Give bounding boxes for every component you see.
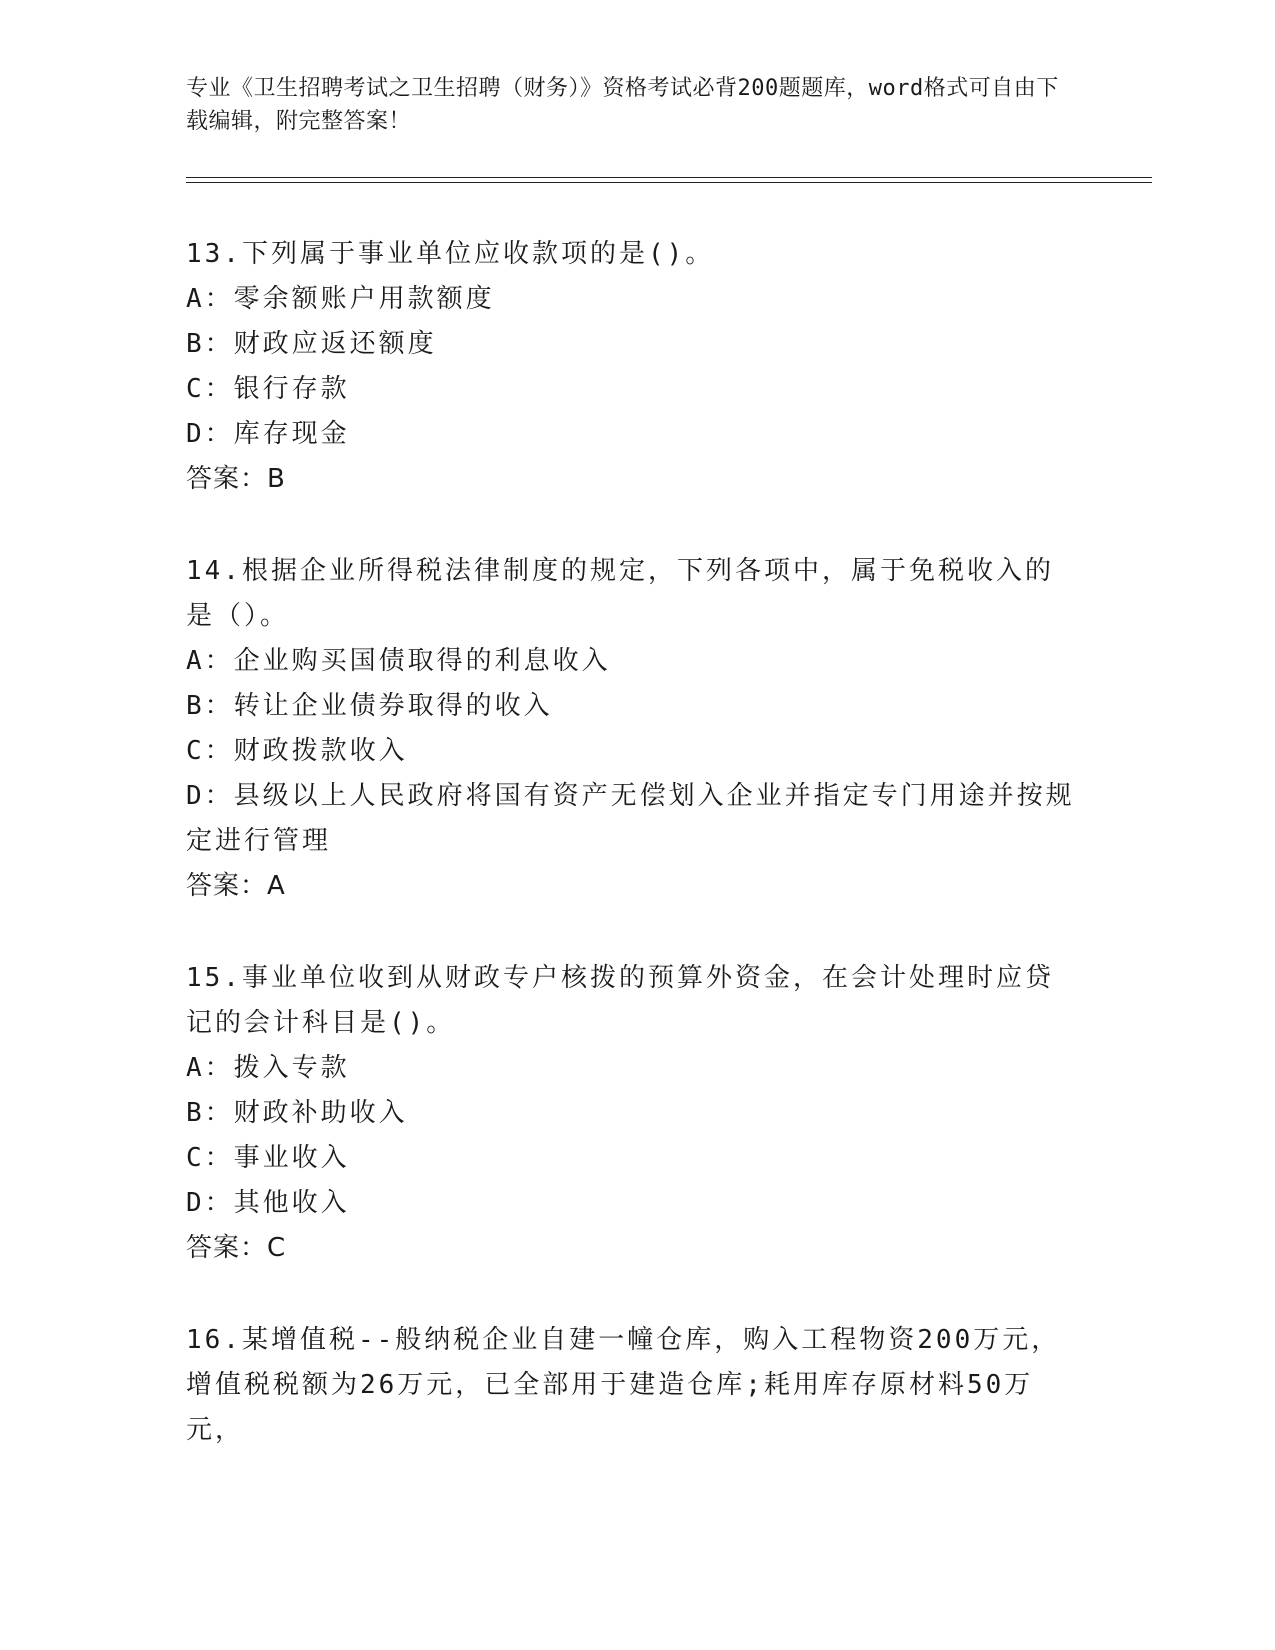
header-divider-bottom: [186, 182, 1152, 183]
question-14: [186, 549, 1076, 909]
option-b: B：财政补助收入: [186, 1098, 408, 1128]
option-c: C：事业收入: [186, 1143, 350, 1173]
document-header: 专业《卫生招聘考试之卫生招聘（财务）》资格考试必背200题题库，word格式可自由下载编辑，附完整答案！: [186, 76, 1059, 134]
question-16: [186, 1318, 1076, 1453]
question-text: 16.某增值税--般纳税企业自建一幢仓库，购入工程物资200万元，增值税税额为26万元，已全部用于建造仓库;耗用库存原材料50万元，: [186, 1325, 1061, 1445]
answer: 答案：C: [186, 1233, 287, 1263]
question-list: [186, 232, 1076, 1453]
option-b: B：财政应返还额度: [186, 329, 437, 359]
option-d: D：库存现金: [186, 419, 350, 449]
question-13: [186, 232, 1076, 502]
answer: 答案：A: [186, 871, 286, 901]
option-b: B：转让企业债券取得的收入: [186, 691, 553, 721]
question-text: 13.下列属于事业单位应收款项的是()。: [186, 239, 715, 269]
option-d: D：县级以上人民政府将国有资产无偿划入企业并指定专门用途并按规定进行管理: [186, 781, 1075, 856]
question-15: [186, 956, 1076, 1271]
option-c: C：银行存款: [186, 374, 350, 404]
option-c: C：财政拨款收入: [186, 736, 408, 766]
option-a: A：拨入专款: [186, 1053, 350, 1083]
answer: 答案：B: [186, 464, 286, 494]
option-d: D：其他收入: [186, 1188, 350, 1218]
option-a: A：零余额账户用款额度: [186, 284, 495, 314]
header-divider-top: [186, 177, 1152, 178]
option-a: A：企业购买国债取得的利息收入: [186, 646, 611, 676]
question-text: 15.事业单位收到从财政专户核拨的预算外资金，在会计处理时应贷记的会计科目是()。: [186, 963, 1054, 1038]
question-text: 14.根据企业所得税法律制度的规定，下列各项中，属于免税收入的是（）。: [186, 556, 1054, 631]
